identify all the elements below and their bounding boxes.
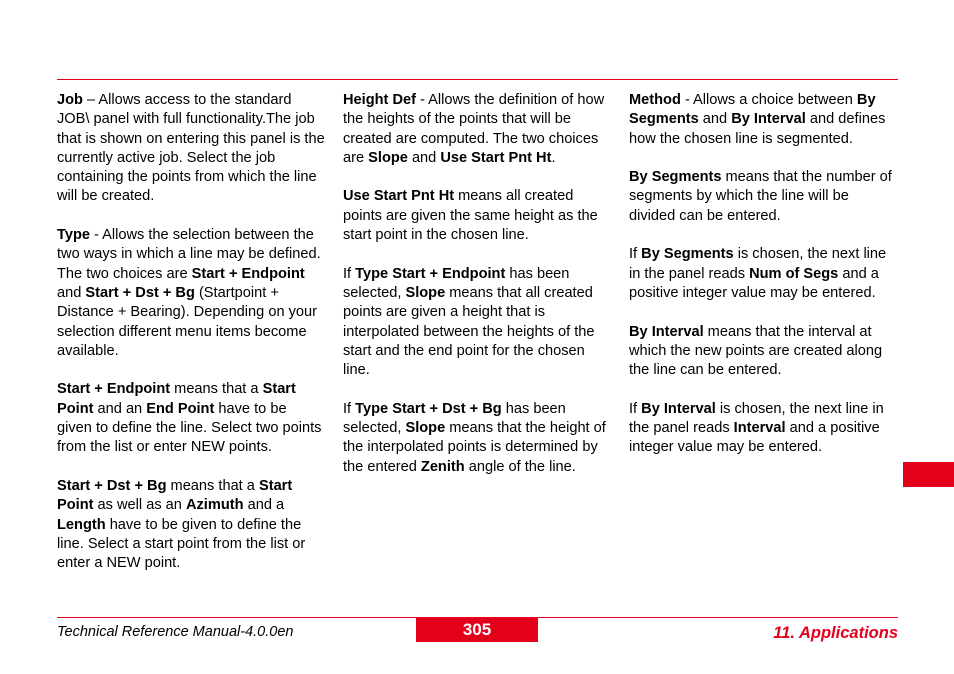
term: Interval: [733, 420, 786, 437]
text-run: If: [629, 400, 642, 417]
header-rule: [57, 79, 898, 80]
manual-title: Technical Reference Manual-4.0.0en: [57, 624, 294, 640]
term: Azimuth: [185, 497, 244, 514]
page-number: 305: [416, 618, 538, 642]
text-run: and an: [93, 400, 147, 417]
paragraph: [57, 477, 325, 573]
text-run: - Allows a choice between: [680, 92, 857, 108]
text-run: is chosen, the next line in the panel reads: [629, 400, 884, 437]
term: Job: [57, 92, 83, 108]
text-run: means that a: [166, 477, 259, 494]
text-run: .: [551, 149, 556, 166]
text-run: If: [629, 246, 642, 263]
chapter-title: 11. Applications: [773, 624, 898, 642]
text-column-1: [57, 91, 325, 593]
chapter-side-tab: [903, 462, 954, 487]
term: Num of Segs: [749, 265, 839, 282]
paragraph: [343, 91, 611, 168]
term: By Interval: [641, 400, 716, 417]
term: Start Point: [57, 381, 296, 417]
text-run: and a positive integer value may be entered.: [629, 420, 880, 456]
paragraph: [57, 91, 325, 207]
text-run: means that a: [170, 381, 263, 398]
text-run: angle of the line.: [464, 458, 576, 475]
text-run: If: [343, 265, 356, 282]
term: Start + Dst + Bg: [85, 284, 195, 301]
text-run: has been selected,: [343, 400, 566, 437]
text-run: - Allows the selection between the two ways in which a line may be defined. The two choices are: [57, 227, 321, 282]
term: Start + Endpoint: [57, 381, 171, 398]
term: Use Start Pnt Ht: [440, 149, 552, 166]
text-run: and: [57, 284, 86, 301]
paragraph: [629, 91, 897, 149]
text-run: – Allows access to the standard JOB\ panel with full functionality.The job that is shown on entering this panel is the currently active job. Select the job containing the points from which the line will be created.: [57, 92, 325, 205]
paragraph: [343, 187, 611, 245]
term: Slope: [368, 149, 408, 166]
term: Type Start + Dst + Bg: [355, 400, 502, 417]
term: By Segments: [629, 169, 722, 186]
text-run: means that the height of the interpolated points is determined by the entered: [343, 420, 606, 475]
term: Slope: [405, 420, 446, 437]
text-run: means all created points are given the same height as the start point in the chosen line.: [343, 188, 598, 244]
paragraph: [57, 380, 325, 457]
term: By Segments: [629, 92, 876, 128]
term: Use Start Pnt Ht: [343, 188, 455, 205]
text-column-2: [343, 91, 611, 496]
text-run: is chosen, the next line in the panel reads: [629, 246, 887, 282]
term: Zenith: [420, 458, 465, 475]
term: Method: [629, 92, 681, 108]
text-run: and a: [243, 497, 285, 514]
text-run: (Startpoint + Distance + Bearing). Depending on your selection different menu items become available.: [57, 284, 318, 359]
term: Height Def: [343, 92, 416, 108]
paragraph: [343, 265, 611, 381]
text-run: - Allows the definition of how the heights of the points that will be created are computed. The two choices are: [343, 92, 605, 166]
text-run: If: [343, 400, 356, 417]
text-column-3: [629, 91, 897, 477]
text-run: and a positive integer value may be entered.: [629, 265, 879, 301]
paragraph: [629, 245, 897, 303]
paragraph: [57, 226, 325, 361]
term: By Interval: [629, 323, 704, 340]
text-run: have to be given to define the line. Select a start point from the list or enter a NEW point.: [57, 516, 306, 572]
term: Start + Endpoint: [191, 265, 305, 282]
term: By Interval: [731, 111, 806, 128]
term: Start + Dst + Bg: [57, 477, 167, 494]
term: Slope: [405, 284, 446, 301]
term: Length: [57, 516, 106, 533]
term: End Point: [146, 400, 215, 417]
text-run: have to be given to define the line. Select two points from the list or enter NEW points.: [57, 400, 322, 456]
term: Type: [57, 227, 90, 244]
paragraph: [343, 400, 611, 477]
paragraph: [629, 400, 897, 458]
term: By Segments: [641, 246, 734, 263]
text-run: means that the number of segments by which the line will be divided can be entered.: [629, 169, 892, 224]
paragraph: [629, 323, 897, 381]
text-run: and: [407, 149, 441, 166]
text-run: and: [698, 111, 732, 128]
text-run: as well as an: [93, 497, 186, 514]
text-run: means that all created points are given a height that is interpolated between the heights of the start and the end point for the chosen line.: [343, 284, 595, 379]
term: Start Point: [57, 477, 293, 514]
term: Type Start + Endpoint: [355, 265, 506, 282]
text-run: and defines how the chosen line is segmented.: [629, 111, 886, 147]
text-run: means that the interval at which the new points are created along the line can be entered.: [629, 323, 883, 379]
paragraph: [629, 168, 897, 226]
text-run: has been selected,: [343, 265, 570, 301]
